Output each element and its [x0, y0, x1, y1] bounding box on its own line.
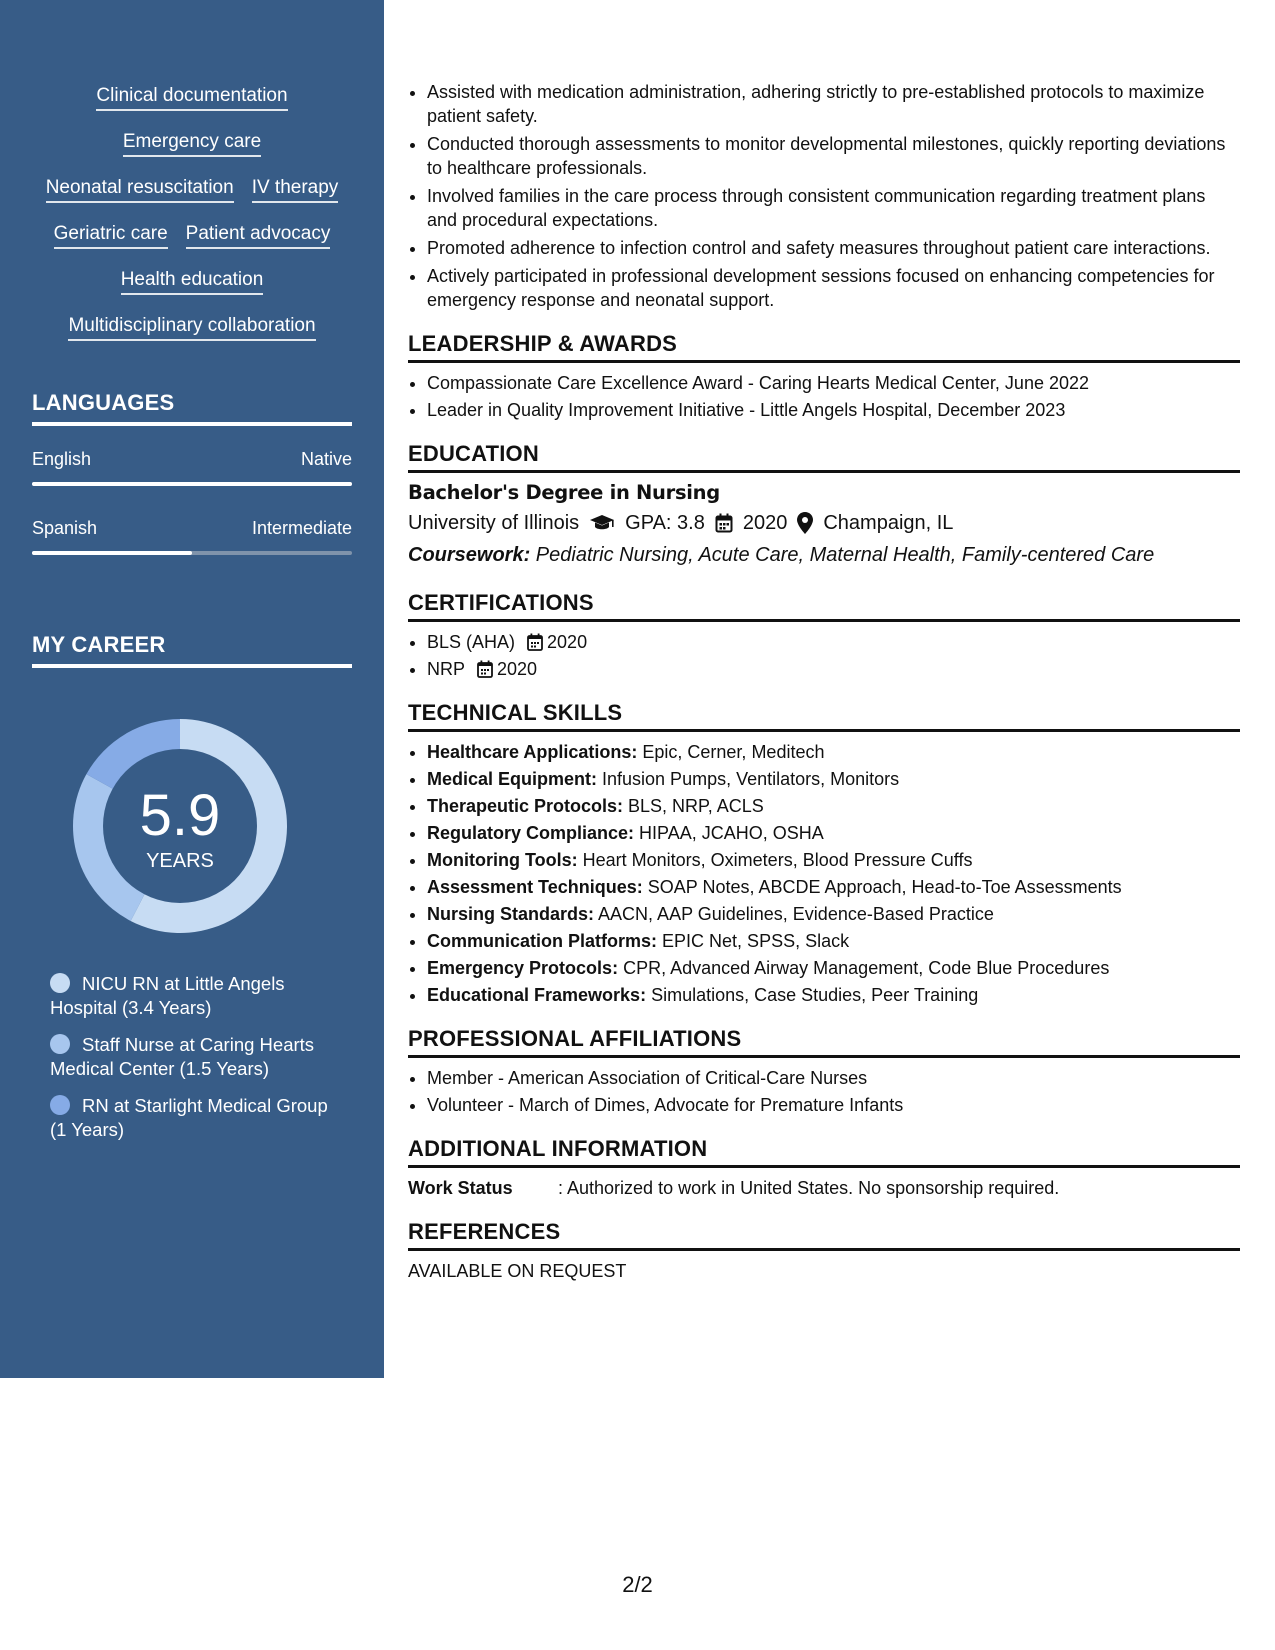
language-bar-fill [32, 551, 192, 555]
school-location: Champaign, IL [823, 512, 954, 534]
skill-tag: Emergency care [123, 130, 261, 157]
language-bar [32, 551, 352, 555]
tech-skill-label: Monitoring Tools: [427, 850, 578, 870]
affiliation-item: • Member - American Association of Critical-Care Nurses [427, 1066, 1240, 1090]
skill-row [28, 222, 356, 249]
language-name: Spanish [32, 518, 98, 538]
school-name: University of Illinois [408, 512, 580, 534]
skills-list [28, 84, 356, 360]
references-text: AVAILABLE ON REQUEST [408, 1261, 627, 1281]
tech-skill-label: Communication Platforms: [427, 931, 658, 951]
certification-name: • NRP [427, 659, 466, 679]
tech-skill-item [427, 902, 1240, 926]
career-item [50, 972, 340, 1020]
language-english [32, 449, 352, 486]
education-section [408, 442, 1240, 567]
graduation-cap-icon [589, 514, 615, 532]
skill-tag: Patient advocacy [186, 222, 331, 249]
experience-bullet: • Involved families in the care process through consistent communication regarding treatment plans and procedural expectations. [427, 184, 1240, 232]
language-bar [32, 482, 352, 486]
tech-skill-value: HIPAA, JCAHO, OSHA [634, 823, 824, 843]
work-status-label: Work Status [408, 1178, 513, 1198]
legend-dot [50, 1034, 70, 1054]
graduation-year: 2020 [742, 512, 788, 534]
tech-skill-item [427, 794, 1240, 818]
sidebar [0, 0, 384, 1378]
leadership-section [408, 332, 1240, 422]
award-item: • Compassionate Care Excellence Award - Caring Hearts Medical Center, June 2022 [427, 371, 1240, 395]
career-donut-chart [62, 708, 298, 944]
tech-skill-value: CPR, Advanced Airway Management, Code Blue Procedures [618, 958, 1110, 978]
certification-year: 2020 [497, 659, 538, 679]
tech-skill-label: Assessment Techniques: [427, 877, 643, 897]
career-item-text: NICU RN at Little Angels Hospital (3.4 Years) [50, 973, 285, 1018]
additional-info-section [408, 1137, 1240, 1200]
skill-tag: Health education [121, 268, 264, 295]
tech-skill-label: Emergency Protocols: [427, 958, 619, 978]
education-details [408, 511, 1240, 535]
tech-skill-value: AACN, AAP Guidelines, Evidence-Based Practice [594, 904, 994, 924]
affiliations-section [408, 1027, 1240, 1117]
section-heading: CERTIFICATIONS [408, 591, 1240, 622]
tech-skill-item [427, 821, 1240, 845]
tech-skill-value: SOAP Notes, ABCDE Approach, Head-to-Toe Assessments [642, 877, 1122, 897]
tech-skill-label: Nursing Standards: [427, 904, 595, 924]
certification-item [427, 657, 1240, 681]
skill-tag: Clinical documentation [96, 84, 287, 111]
languages-heading: LANGUAGES [32, 390, 352, 426]
coursework [408, 543, 1240, 567]
experience-bullet: • Assisted with medication administration, adhering strictly to pre-established protocols to maximize patient safety. [427, 80, 1240, 128]
tech-skill-item [427, 929, 1240, 953]
tech-skill-value: EPIC Net, SPSS, Slack [657, 931, 850, 951]
location-pin-icon [797, 512, 813, 534]
work-status-row [408, 1176, 1240, 1200]
career-legend [50, 972, 340, 1155]
tech-skill-label: Healthcare Applications: [427, 742, 638, 762]
experience-bullet: • Conducted thorough assessments to monitor developmental milestones, quickly reporting deviations to healthcare professionals. [427, 132, 1240, 180]
legend-dot [50, 1095, 70, 1115]
skill-row [28, 314, 356, 341]
career-item-text: Staff Nurse at Caring Hearts Medical Center (1.5 Years) [50, 1034, 315, 1079]
career-total: 5.9 [139, 783, 221, 848]
section-heading: EDUCATION [408, 442, 1240, 473]
experience-bullets [408, 80, 1240, 312]
tech-skill-value: Epic, Cerner, Meditech [637, 742, 825, 762]
career-item [50, 1094, 340, 1142]
skill-tag: Geriatric care [54, 222, 168, 249]
section-heading: LEADERSHIP & AWARDS [408, 332, 1240, 363]
section-heading: REFERENCES [408, 1220, 1240, 1251]
certification-year: 2020 [547, 632, 588, 652]
calendar-icon [527, 633, 543, 651]
tech-skill-item [427, 767, 1240, 791]
references-section [408, 1220, 1240, 1283]
language-level: Intermediate [251, 518, 352, 538]
page-number: 2/2 [622, 1572, 653, 1597]
tech-skill-label: Therapeutic Protocols: [427, 796, 624, 816]
section-heading: TECHNICAL SKILLS [408, 701, 1240, 732]
experience-bullet: • Promoted adherence to infection control and safety measures throughout patient care interactions. [427, 236, 1240, 260]
section-heading: ADDITIONAL INFORMATION [408, 1137, 1240, 1168]
tech-skill-item [427, 848, 1240, 872]
language-name: English [32, 449, 92, 469]
career-item-text: RN at Starlight Medical Group (1 Years) [50, 1095, 328, 1140]
award-item: • Leader in Quality Improvement Initiative - Little Angels Hospital, December 2023 [427, 398, 1240, 422]
skill-row [28, 84, 356, 111]
certification-item [427, 630, 1240, 654]
tech-skill-item [427, 983, 1240, 1007]
skill-tag: Neonatal resuscitation [46, 176, 234, 203]
tech-skill-label: Regulatory Compliance: [427, 823, 635, 843]
affiliation-item: • Volunteer - March of Dimes, Advocate for Premature Infants [427, 1093, 1240, 1117]
tech-skill-value: Simulations, Case Studies, Peer Training [646, 985, 979, 1005]
career-item [50, 1033, 340, 1081]
skill-row [28, 268, 356, 295]
degree-title: Bachelor's Degree in Nursing [408, 481, 720, 504]
calendar-icon [477, 660, 493, 678]
coursework-label: Coursework: [408, 544, 531, 566]
language-bar-fill [32, 482, 352, 486]
tech-skill-item [427, 956, 1240, 980]
technical-skills-section [408, 701, 1240, 1007]
coursework-list: Pediatric Nursing, Acute Care, Maternal Health, Family-centered Care [530, 544, 1155, 566]
tech-skill-label: Educational Frameworks: [427, 985, 647, 1005]
skill-row [28, 176, 356, 203]
experience-bullet: • Actively participated in professional development sessions focused on enhancing competencies for emergency response and neonatal support. [427, 264, 1240, 312]
language-spanish [32, 518, 352, 555]
skill-tag: Multidisciplinary collaboration [68, 314, 315, 341]
language-level: Native [300, 449, 352, 469]
tech-skill-value: Infusion Pumps, Ventilators, Monitors [597, 769, 900, 789]
tech-skill-value: BLS, NRP, ACLS [623, 796, 764, 816]
section-heading: PROFESSIONAL AFFILIATIONS [408, 1027, 1240, 1058]
career-unit: YEARS [146, 850, 214, 872]
gpa: GPA: 3.8 [625, 512, 705, 534]
tech-skill-value: Heart Monitors, Oximeters, Blood Pressure Cuffs [577, 850, 973, 870]
career-heading: MY CAREER [32, 632, 352, 668]
skill-row [28, 130, 356, 157]
certification-name: • BLS (AHA) [427, 632, 516, 652]
tech-skill-label: Medical Equipment: [427, 769, 598, 789]
main-content [408, 80, 1240, 1283]
certifications-section [408, 591, 1240, 681]
legend-dot [50, 973, 70, 993]
calendar-icon [715, 513, 733, 533]
work-status-value: : Authorized to work in United States. No sponsorship required. [558, 1178, 1060, 1198]
tech-skill-item [427, 740, 1240, 764]
tech-skill-item [427, 875, 1240, 899]
skill-tag: IV therapy [252, 176, 339, 203]
